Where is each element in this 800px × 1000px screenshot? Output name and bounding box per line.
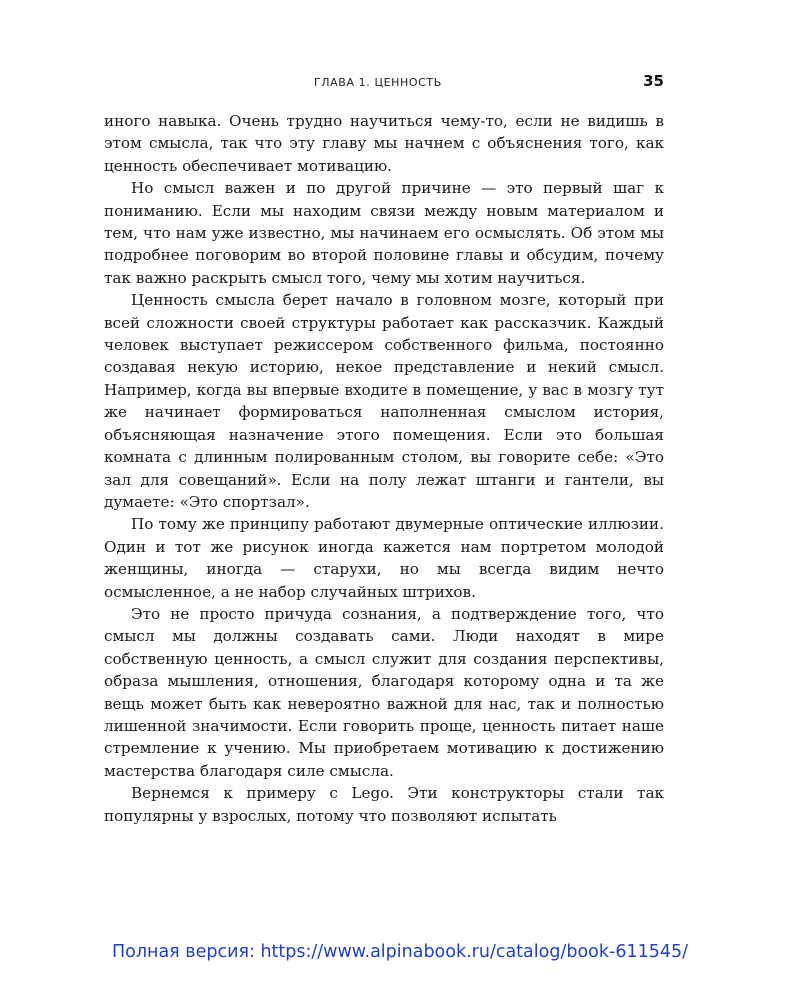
- body-text: [104, 110, 664, 827]
- paragraph: Ценность смысла берет начало в головном мозге, который при всей сложности своей структуры работает как рассказчик. Каждый человек выступает режиссером собственного фильма, постоянно создавая некую историю, некое представление и некий смысл. Например, когда вы впервые входите в помещение, у вас в мозгу тут же начинает формироваться наполненная смыслом история, объясняющая назначение этого помещения. Если это большая комната с длинным полированным столом, вы говорите себе: «Это зал для совещаний». Если на полу лежат штанги и гантели, вы думаете: «Это спортзал».: [104, 291, 664, 511]
- paragraph: По тому же принципу работают двумерные оптические иллюзии. Один и тот же рисунок иногда кажется нам портретом молодой женщины, иногда — старухи, но мы всегда видим нечто осмысленное, а не набор случайных штрихов.: [104, 515, 664, 601]
- full-version-link[interactable]: Полная версия: https://www.alpinabook.ru/catalog/book-611545/: [111, 942, 689, 962]
- chapter-title: ГЛАВА 1. ЦЕННОСТЬ: [314, 76, 442, 89]
- paragraph: иного навыка. Очень трудно научиться чему-то, если не видишь в этом смысла, так что эту главу мы начнем с объяснения того, как ценность обеспечивает мотивацию.: [104, 112, 664, 175]
- running-head: [0, 74, 800, 94]
- paragraph: Но смысл важен и по другой причине — это первый шаг к пониманию. Если мы находим связи между новым материалом и тем, что нам уже известно, мы начинаем его осмыслять. Об этом мы подробнее поговорим во второй половине главы и обсудим, почему так важно раскрыть смысл того, чему мы хотим научиться.: [104, 179, 664, 287]
- paragraph: Это не просто причуда сознания, а подтверждение того, что смысл мы должны создавать сами. Люди находят в мире собственную ценность, а смысл служит для создания перспективы, образа мышления, отношения, благодаря которому одна и та же вещь может быть как невероятно важной для нас, так и полностью лишенной значимости. Если говорить проще, ценность питает наше стремление к учению. Мы приобретаем мотивацию к достижению мастерства благодаря силе смысла.: [104, 604, 664, 780]
- paragraph: Вернемся к примеру с Lego. Эти конструкторы стали так популярны у взрослых, потому что позволяют испытать: [104, 784, 664, 825]
- page-number: 35: [643, 72, 664, 90]
